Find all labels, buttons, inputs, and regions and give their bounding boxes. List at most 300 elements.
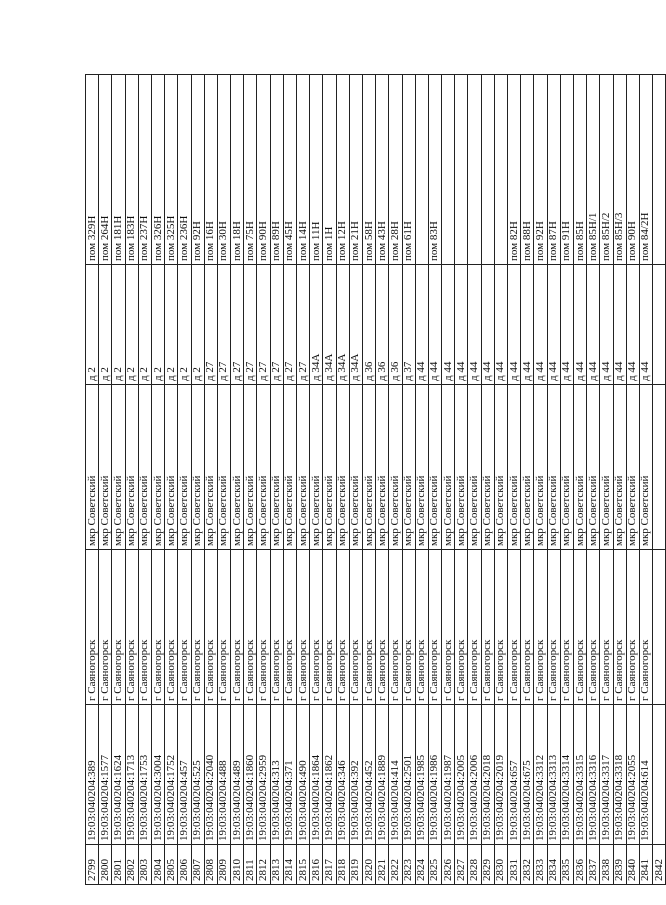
district-cell: мкр Советский	[165, 385, 178, 550]
district-cell: мкр Советский	[442, 385, 455, 550]
district-cell: мкр Советский	[349, 385, 362, 550]
district-cell: мкр Советский	[468, 385, 481, 550]
table-row	[560, 75, 573, 885]
table-row	[534, 75, 547, 885]
room-cell: пом 12Н	[336, 75, 349, 265]
house-cell: д 44	[508, 265, 521, 385]
city-cell: г Саяногорск	[310, 550, 323, 705]
room-cell: пом 92Н	[534, 75, 547, 265]
city-cell: г Саяногорск	[362, 550, 375, 705]
cadastral-number-cell: 19:03:040204:3318	[613, 705, 626, 845]
city-cell: г Саяногорск	[231, 550, 244, 705]
cadastral-number-cell: 19:03:040204:346	[336, 705, 349, 845]
table-row	[521, 75, 534, 885]
house-cell: д 44	[428, 265, 441, 385]
cadastral-number-cell: 19:03:040204:1889	[376, 705, 389, 845]
city-cell: г Саяногорск	[534, 550, 547, 705]
cadastral-number-cell: 19:03:040204:392	[349, 705, 362, 845]
room-cell	[455, 75, 468, 265]
house-cell: д 2	[112, 265, 125, 385]
row-number-cell: 2827	[455, 845, 468, 885]
cadastral-number-cell: 19:03:040204:414	[389, 705, 402, 845]
table-row	[389, 75, 402, 885]
house-cell: д 27	[283, 265, 296, 385]
table-row	[626, 75, 639, 885]
city-cell: г Саяногорск	[389, 550, 402, 705]
room-cell: пом 264Н	[99, 75, 112, 265]
table-row	[257, 75, 270, 885]
table-row	[297, 75, 310, 885]
room-cell	[415, 75, 428, 265]
table-row	[283, 75, 296, 885]
district-cell: мкр Советский	[99, 385, 112, 550]
district-cell: мкр Советский	[310, 385, 323, 550]
room-cell: пом 82Н	[508, 75, 521, 265]
district-cell: мкр Советский	[481, 385, 494, 550]
row-number-cell: 2804	[151, 845, 164, 885]
row-number-cell: 2826	[442, 845, 455, 885]
cadastral-number-cell: 19:03:040204:2501	[402, 705, 415, 845]
room-cell	[494, 75, 507, 265]
row-number-cell: 2815	[297, 845, 310, 885]
room-cell	[653, 75, 666, 265]
cadastral-number-cell: 19:03:040204:389	[86, 705, 99, 845]
row-number-cell: 2801	[112, 845, 125, 885]
room-cell: пом 91Н	[560, 75, 573, 265]
row-number-cell: 2817	[323, 845, 336, 885]
room-cell	[468, 75, 481, 265]
table-body	[86, 75, 666, 885]
house-cell: д 36	[376, 265, 389, 385]
row-number-cell: 2834	[547, 845, 560, 885]
district-cell: мкр Советский	[138, 385, 151, 550]
district-cell: мкр Советский	[455, 385, 468, 550]
cadastral-number-cell: 19:03:040204:488	[217, 705, 230, 845]
house-cell: д 44	[613, 265, 626, 385]
house-cell: д 27	[257, 265, 270, 385]
cadastral-number-cell: 19:03:040204:490	[297, 705, 310, 845]
house-cell: д 27	[244, 265, 257, 385]
room-cell: пом 43Н	[376, 75, 389, 265]
room-cell: пом 236Н	[178, 75, 191, 265]
cadastral-number-cell	[653, 705, 666, 845]
table-row	[415, 75, 428, 885]
district-cell: мкр Советский	[639, 385, 652, 550]
city-cell: г Саяногорск	[270, 550, 283, 705]
cadastral-number-cell: 19:03:040204:3313	[547, 705, 560, 845]
district-cell: мкр Советский	[402, 385, 415, 550]
district-cell: мкр Советский	[283, 385, 296, 550]
room-cell: пом 85Н	[573, 75, 586, 265]
property-table	[85, 74, 666, 885]
house-cell: д 34А	[349, 265, 362, 385]
room-cell: пом 85Н/1	[587, 75, 600, 265]
district-cell: мкр Советский	[428, 385, 441, 550]
district-cell: мкр Советский	[257, 385, 270, 550]
table-row	[217, 75, 230, 885]
district-cell: мкр Советский	[376, 385, 389, 550]
room-cell	[442, 75, 455, 265]
room-cell: пом 90Н	[626, 75, 639, 265]
row-number-cell: 2809	[217, 845, 230, 885]
city-cell: г Саяногорск	[639, 550, 652, 705]
table-row	[138, 75, 151, 885]
house-cell: д 44	[573, 265, 586, 385]
cadastral-number-cell: 19:03:040204:2006	[468, 705, 481, 845]
table-row	[178, 75, 191, 885]
table-row	[639, 75, 652, 885]
house-cell: д 27	[217, 265, 230, 385]
room-cell	[481, 75, 494, 265]
table-row	[112, 75, 125, 885]
row-number-cell: 2814	[283, 845, 296, 885]
cadastral-number-cell: 19:03:040204:1577	[99, 705, 112, 845]
table-row	[99, 75, 112, 885]
room-cell: пом 237Н	[138, 75, 151, 265]
house-cell: д 2	[191, 265, 204, 385]
house-cell: д 2	[178, 265, 191, 385]
table-row	[600, 75, 613, 885]
city-cell: г Саяногорск	[112, 550, 125, 705]
house-cell	[653, 265, 666, 385]
house-cell: д 44	[442, 265, 455, 385]
table-row	[442, 75, 455, 885]
city-cell: г Саяногорск	[257, 550, 270, 705]
cadastral-number-cell: 19:03:040204:657	[508, 705, 521, 845]
table-row	[270, 75, 283, 885]
city-cell: г Саяногорск	[349, 550, 362, 705]
table-row	[653, 75, 666, 885]
table-row	[481, 75, 494, 885]
table-row	[402, 75, 415, 885]
table-row	[547, 75, 560, 885]
room-cell: пом 85Н/3	[613, 75, 626, 265]
room-cell: пом 61Н	[402, 75, 415, 265]
city-cell: г Саяногорск	[626, 550, 639, 705]
district-cell: мкр Советский	[521, 385, 534, 550]
room-cell: пом 329Н	[86, 75, 99, 265]
house-cell: д 2	[99, 265, 112, 385]
district-cell: мкр Советский	[204, 385, 217, 550]
room-cell: пом 85Н/2	[600, 75, 613, 265]
room-cell: пом 75Н	[244, 75, 257, 265]
cadastral-number-cell: 19:03:040204:2040	[204, 705, 217, 845]
city-cell: г Саяногорск	[151, 550, 164, 705]
room-cell: пом 21Н	[349, 75, 362, 265]
room-cell: пом 14Н	[297, 75, 310, 265]
city-cell: г Саяногорск	[297, 550, 310, 705]
district-cell: мкр Советский	[323, 385, 336, 550]
row-number-cell: 2828	[468, 845, 481, 885]
district-cell: мкр Советский	[191, 385, 204, 550]
house-cell: д 27	[297, 265, 310, 385]
district-cell: мкр Советский	[244, 385, 257, 550]
district-cell: мкр Советский	[125, 385, 138, 550]
room-cell: пом 30Н	[217, 75, 230, 265]
house-cell: д 37	[402, 265, 415, 385]
house-cell: д 2	[125, 265, 138, 385]
district-cell: мкр Советский	[336, 385, 349, 550]
district-cell: мкр Советский	[178, 385, 191, 550]
row-number-cell: 2837	[587, 845, 600, 885]
table-row	[494, 75, 507, 885]
district-cell: мкр Советский	[613, 385, 626, 550]
row-number-cell: 2822	[389, 845, 402, 885]
city-cell: г Саяногорск	[376, 550, 389, 705]
city-cell: г Саяногорск	[415, 550, 428, 705]
house-cell: д 44	[639, 265, 652, 385]
district-cell: мкр Советский	[415, 385, 428, 550]
table-row	[573, 75, 586, 885]
row-number-cell: 2824	[415, 845, 428, 885]
row-number-cell: 2812	[257, 845, 270, 885]
city-cell: г Саяногорск	[521, 550, 534, 705]
district-cell: мкр Советский	[389, 385, 402, 550]
row-number-cell: 2811	[244, 845, 257, 885]
table-row	[455, 75, 468, 885]
cadastral-number-cell: 19:03:040204:2019	[494, 705, 507, 845]
room-cell: пом 90Н	[257, 75, 270, 265]
city-cell: г Саяногорск	[99, 550, 112, 705]
row-number-cell: 2821	[376, 845, 389, 885]
table-row	[508, 75, 521, 885]
table-row	[336, 75, 349, 885]
room-cell: пом 18Н	[231, 75, 244, 265]
house-cell: д 44	[415, 265, 428, 385]
district-cell: мкр Советский	[151, 385, 164, 550]
table-row	[376, 75, 389, 885]
rotated-table-sheet	[85, 75, 665, 885]
room-cell: пом 84/2Н	[639, 75, 652, 265]
city-cell: г Саяногорск	[178, 550, 191, 705]
house-cell: д 34А	[336, 265, 349, 385]
city-cell: г Саяногорск	[402, 550, 415, 705]
district-cell: мкр Советский	[494, 385, 507, 550]
row-number-cell: 2836	[573, 845, 586, 885]
house-cell: д 44	[468, 265, 481, 385]
cadastral-number-cell: 19:03:040204:1752	[165, 705, 178, 845]
row-number-cell: 2810	[231, 845, 244, 885]
house-cell: д 27	[231, 265, 244, 385]
room-cell: пом 92Н	[191, 75, 204, 265]
table-row	[231, 75, 244, 885]
house-cell: д 44	[494, 265, 507, 385]
cadastral-number-cell: 19:03:040204:1986	[428, 705, 441, 845]
city-cell: г Саяногорск	[138, 550, 151, 705]
district-cell: мкр Советский	[270, 385, 283, 550]
room-cell: пом 89Н	[270, 75, 283, 265]
house-cell: д 44	[481, 265, 494, 385]
row-number-cell: 2839	[613, 845, 626, 885]
room-cell: пом 181Н	[112, 75, 125, 265]
city-cell: г Саяногорск	[573, 550, 586, 705]
house-cell: д 36	[362, 265, 375, 385]
city-cell: г Саяногорск	[468, 550, 481, 705]
room-cell: пом 1Н	[323, 75, 336, 265]
district-cell: мкр Советский	[587, 385, 600, 550]
row-number-cell: 2808	[204, 845, 217, 885]
room-cell: пом 58Н	[362, 75, 375, 265]
table-row	[428, 75, 441, 885]
table-row	[86, 75, 99, 885]
cadastral-number-cell: 19:03:040204:3315	[573, 705, 586, 845]
district-cell: мкр Советский	[573, 385, 586, 550]
cadastral-number-cell: 19:03:040204:457	[178, 705, 191, 845]
district-cell: мкр Советский	[112, 385, 125, 550]
row-number-cell: 2806	[178, 845, 191, 885]
district-cell: мкр Советский	[297, 385, 310, 550]
cadastral-number-cell: 19:03:040204:2005	[455, 705, 468, 845]
room-cell: пом 28Н	[389, 75, 402, 265]
cadastral-number-cell: 19:03:040204:614	[639, 705, 652, 845]
row-number-cell: 2830	[494, 845, 507, 885]
cadastral-number-cell: 19:03:040204:3312	[534, 705, 547, 845]
row-number-cell: 2835	[560, 845, 573, 885]
cadastral-number-cell: 19:03:040204:489	[231, 705, 244, 845]
district-cell: мкр Советский	[547, 385, 560, 550]
row-number-cell: 2802	[125, 845, 138, 885]
cadastral-number-cell: 19:03:040204:675	[521, 705, 534, 845]
city-cell: г Саяногорск	[165, 550, 178, 705]
city-cell: г Саяногорск	[204, 550, 217, 705]
cadastral-number-cell: 19:03:040204:1862	[323, 705, 336, 845]
table-row	[587, 75, 600, 885]
city-cell: г Саяногорск	[442, 550, 455, 705]
house-cell: д 44	[534, 265, 547, 385]
room-cell: пом 87Н	[547, 75, 560, 265]
house-cell: д 44	[547, 265, 560, 385]
row-number-cell: 2816	[310, 845, 323, 885]
city-cell: г Саяногорск	[508, 550, 521, 705]
house-cell: д 44	[587, 265, 600, 385]
city-cell: г Саяногорск	[560, 550, 573, 705]
house-cell: д 44	[521, 265, 534, 385]
row-number-cell: 2807	[191, 845, 204, 885]
table-row	[468, 75, 481, 885]
row-number-cell: 2831	[508, 845, 521, 885]
district-cell: мкр Советский	[560, 385, 573, 550]
cadastral-number-cell: 19:03:040204:371	[283, 705, 296, 845]
row-number-cell: 2805	[165, 845, 178, 885]
row-number-cell: 2819	[349, 845, 362, 885]
room-cell: пом 11Н	[310, 75, 323, 265]
room-cell: пом 326Н	[151, 75, 164, 265]
house-cell: д 27	[270, 265, 283, 385]
cadastral-number-cell: 19:03:040204:3316	[587, 705, 600, 845]
row-number-cell: 2823	[402, 845, 415, 885]
district-cell: мкр Советский	[362, 385, 375, 550]
row-number-cell: 2820	[362, 845, 375, 885]
room-cell: пом 45Н	[283, 75, 296, 265]
row-number-cell: 2799	[86, 845, 99, 885]
room-cell: пом 16Н	[204, 75, 217, 265]
cadastral-number-cell: 19:03:040204:3314	[560, 705, 573, 845]
cadastral-number-cell: 19:03:040204:1713	[125, 705, 138, 845]
cadastral-number-cell: 19:03:040204:1753	[138, 705, 151, 845]
city-cell: г Саяногорск	[323, 550, 336, 705]
table-row	[151, 75, 164, 885]
city-cell: г Саяногорск	[613, 550, 626, 705]
city-cell: г Саяногорск	[86, 550, 99, 705]
house-cell: д 44	[626, 265, 639, 385]
city-cell: г Саяногорск	[244, 550, 257, 705]
table-row	[362, 75, 375, 885]
city-cell	[653, 550, 666, 705]
table-row	[125, 75, 138, 885]
city-cell: г Саяногорск	[125, 550, 138, 705]
city-cell: г Саяногорск	[191, 550, 204, 705]
district-cell: мкр Советский	[217, 385, 230, 550]
house-cell: д 44	[600, 265, 613, 385]
house-cell: д 34А	[323, 265, 336, 385]
city-cell: г Саяногорск	[455, 550, 468, 705]
house-cell: д 2	[86, 265, 99, 385]
house-cell: д 44	[560, 265, 573, 385]
city-cell: г Саяногорск	[428, 550, 441, 705]
cadastral-number-cell: 19:03:040204:1624	[112, 705, 125, 845]
row-number-cell: 2829	[481, 845, 494, 885]
cadastral-number-cell: 19:03:040204:313	[270, 705, 283, 845]
row-number-cell: 2840	[626, 845, 639, 885]
table-row	[613, 75, 626, 885]
cadastral-number-cell: 19:03:040204:2055	[626, 705, 639, 845]
house-cell: д 34А	[310, 265, 323, 385]
cadastral-number-cell: 19:03:040204:1987	[442, 705, 455, 845]
house-cell: д 27	[204, 265, 217, 385]
cadastral-number-cell: 19:03:040204:3004	[151, 705, 164, 845]
cadastral-number-cell: 19:03:040204:525	[191, 705, 204, 845]
city-cell: г Саяногорск	[600, 550, 613, 705]
row-number-cell: 2818	[336, 845, 349, 885]
district-cell: мкр Советский	[86, 385, 99, 550]
house-cell: д 2	[165, 265, 178, 385]
house-cell: д 36	[389, 265, 402, 385]
row-number-cell: 2833	[534, 845, 547, 885]
row-number-cell: 2842	[653, 845, 666, 885]
house-cell: д 44	[455, 265, 468, 385]
table-row	[244, 75, 257, 885]
city-cell: г Саяногорск	[336, 550, 349, 705]
table-row	[310, 75, 323, 885]
district-cell: мкр Советский	[508, 385, 521, 550]
room-cell: пом 83Н	[428, 75, 441, 265]
house-cell: д 2	[151, 265, 164, 385]
district-cell: мкр Советский	[534, 385, 547, 550]
cadastral-number-cell: 19:03:040204:452	[362, 705, 375, 845]
city-cell: г Саяногорск	[547, 550, 560, 705]
city-cell: г Саяногорск	[217, 550, 230, 705]
table-row	[165, 75, 178, 885]
table-row	[204, 75, 217, 885]
district-cell: мкр Советский	[626, 385, 639, 550]
row-number-cell: 2813	[270, 845, 283, 885]
city-cell: г Саяногорск	[587, 550, 600, 705]
room-cell: пом 183Н	[125, 75, 138, 265]
row-number-cell: 2838	[600, 845, 613, 885]
cadastral-number-cell: 19:03:040204:2018	[481, 705, 494, 845]
district-cell: мкр Советский	[231, 385, 244, 550]
district-cell: мкр Советский	[600, 385, 613, 550]
cadastral-number-cell: 19:03:040204:1985	[415, 705, 428, 845]
table-row	[349, 75, 362, 885]
row-number-cell: 2832	[521, 845, 534, 885]
district-cell	[653, 385, 666, 550]
city-cell: г Саяногорск	[494, 550, 507, 705]
cadastral-number-cell: 19:03:040204:2959	[257, 705, 270, 845]
cadastral-number-cell: 19:03:040204:3317	[600, 705, 613, 845]
table-row	[191, 75, 204, 885]
cadastral-number-cell: 19:03:040204:1860	[244, 705, 257, 845]
